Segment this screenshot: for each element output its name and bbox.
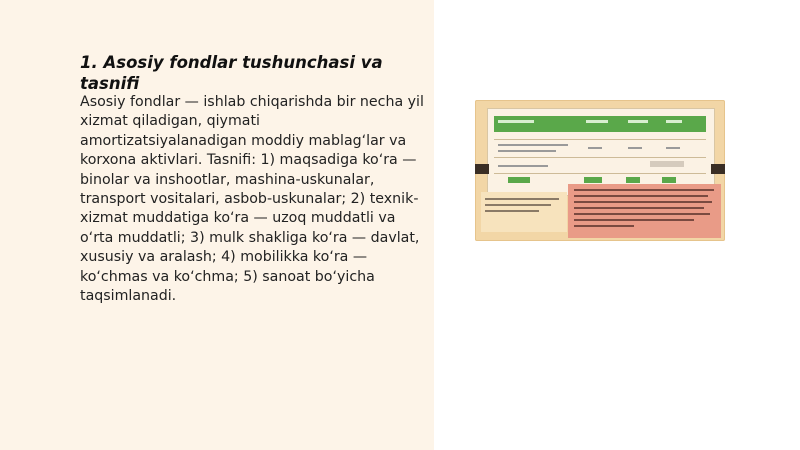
- picture-caption-line: [485, 204, 551, 206]
- picture-table-line: [498, 150, 556, 152]
- picture-table-cell-green: [584, 177, 602, 183]
- slide-title: 1. Asosiy fondlar tushunchasi va tasnifi: [80, 53, 383, 93]
- picture-table-cell-green: [626, 177, 640, 183]
- picture-caption-box: [481, 192, 567, 232]
- picture-table-rule: [494, 139, 706, 140]
- picture-table-line: [588, 147, 602, 149]
- picture-table-line: [498, 165, 548, 167]
- picture-note-line: [574, 207, 704, 209]
- picture-table-label: [650, 161, 684, 167]
- picture-table-line: [666, 147, 680, 149]
- picture-marker: [475, 164, 489, 174]
- picture-note-line: [574, 195, 708, 197]
- slide-body-text: Asosiy fondlar — ishlab chiqarishda bir necha yil xizmat qiladigan, qiymati amortizatsiyalanadigan moddiy mablag‘lar va korxona aktivlari. Tasnifi: 1) maqsadiga ko‘ra — binolar va inshootlar, mashina-uskunalar, transport vositalari, asbob-uskunalar; 2) texnik-xizmat muddatiga ko‘ra — uzoq muddatli va o‘rta muddatli; 3) mulk shakliga ko‘ra — davlat, xususiy va aralash; 4) mobilikka ko‘ra — ko‘chmas va ko‘chma; 5) sanoat bo‘yicha taqsimlanadi.: [80, 94, 424, 305]
- picture-note-line: [574, 219, 694, 221]
- picture-marker: [711, 164, 725, 174]
- picture-caption-line: [485, 210, 539, 212]
- picture-table-line: [498, 144, 568, 146]
- picture-table-rule: [494, 173, 706, 174]
- picture-note-box: [568, 184, 721, 238]
- picture-table-cell-green: [662, 177, 676, 183]
- picture-table-line: [628, 147, 642, 149]
- picture-table-rule: [494, 157, 706, 158]
- picture-table-header: [494, 116, 706, 132]
- picture-caption-line: [485, 198, 559, 200]
- slide-picture: [475, 100, 725, 241]
- picture-table-cell-green: [508, 177, 530, 183]
- picture-table: [487, 108, 715, 196]
- picture-note-line: [574, 189, 714, 191]
- picture-note-line: [574, 213, 710, 215]
- picture-note-line: [574, 225, 634, 227]
- picture-note-line: [574, 201, 712, 203]
